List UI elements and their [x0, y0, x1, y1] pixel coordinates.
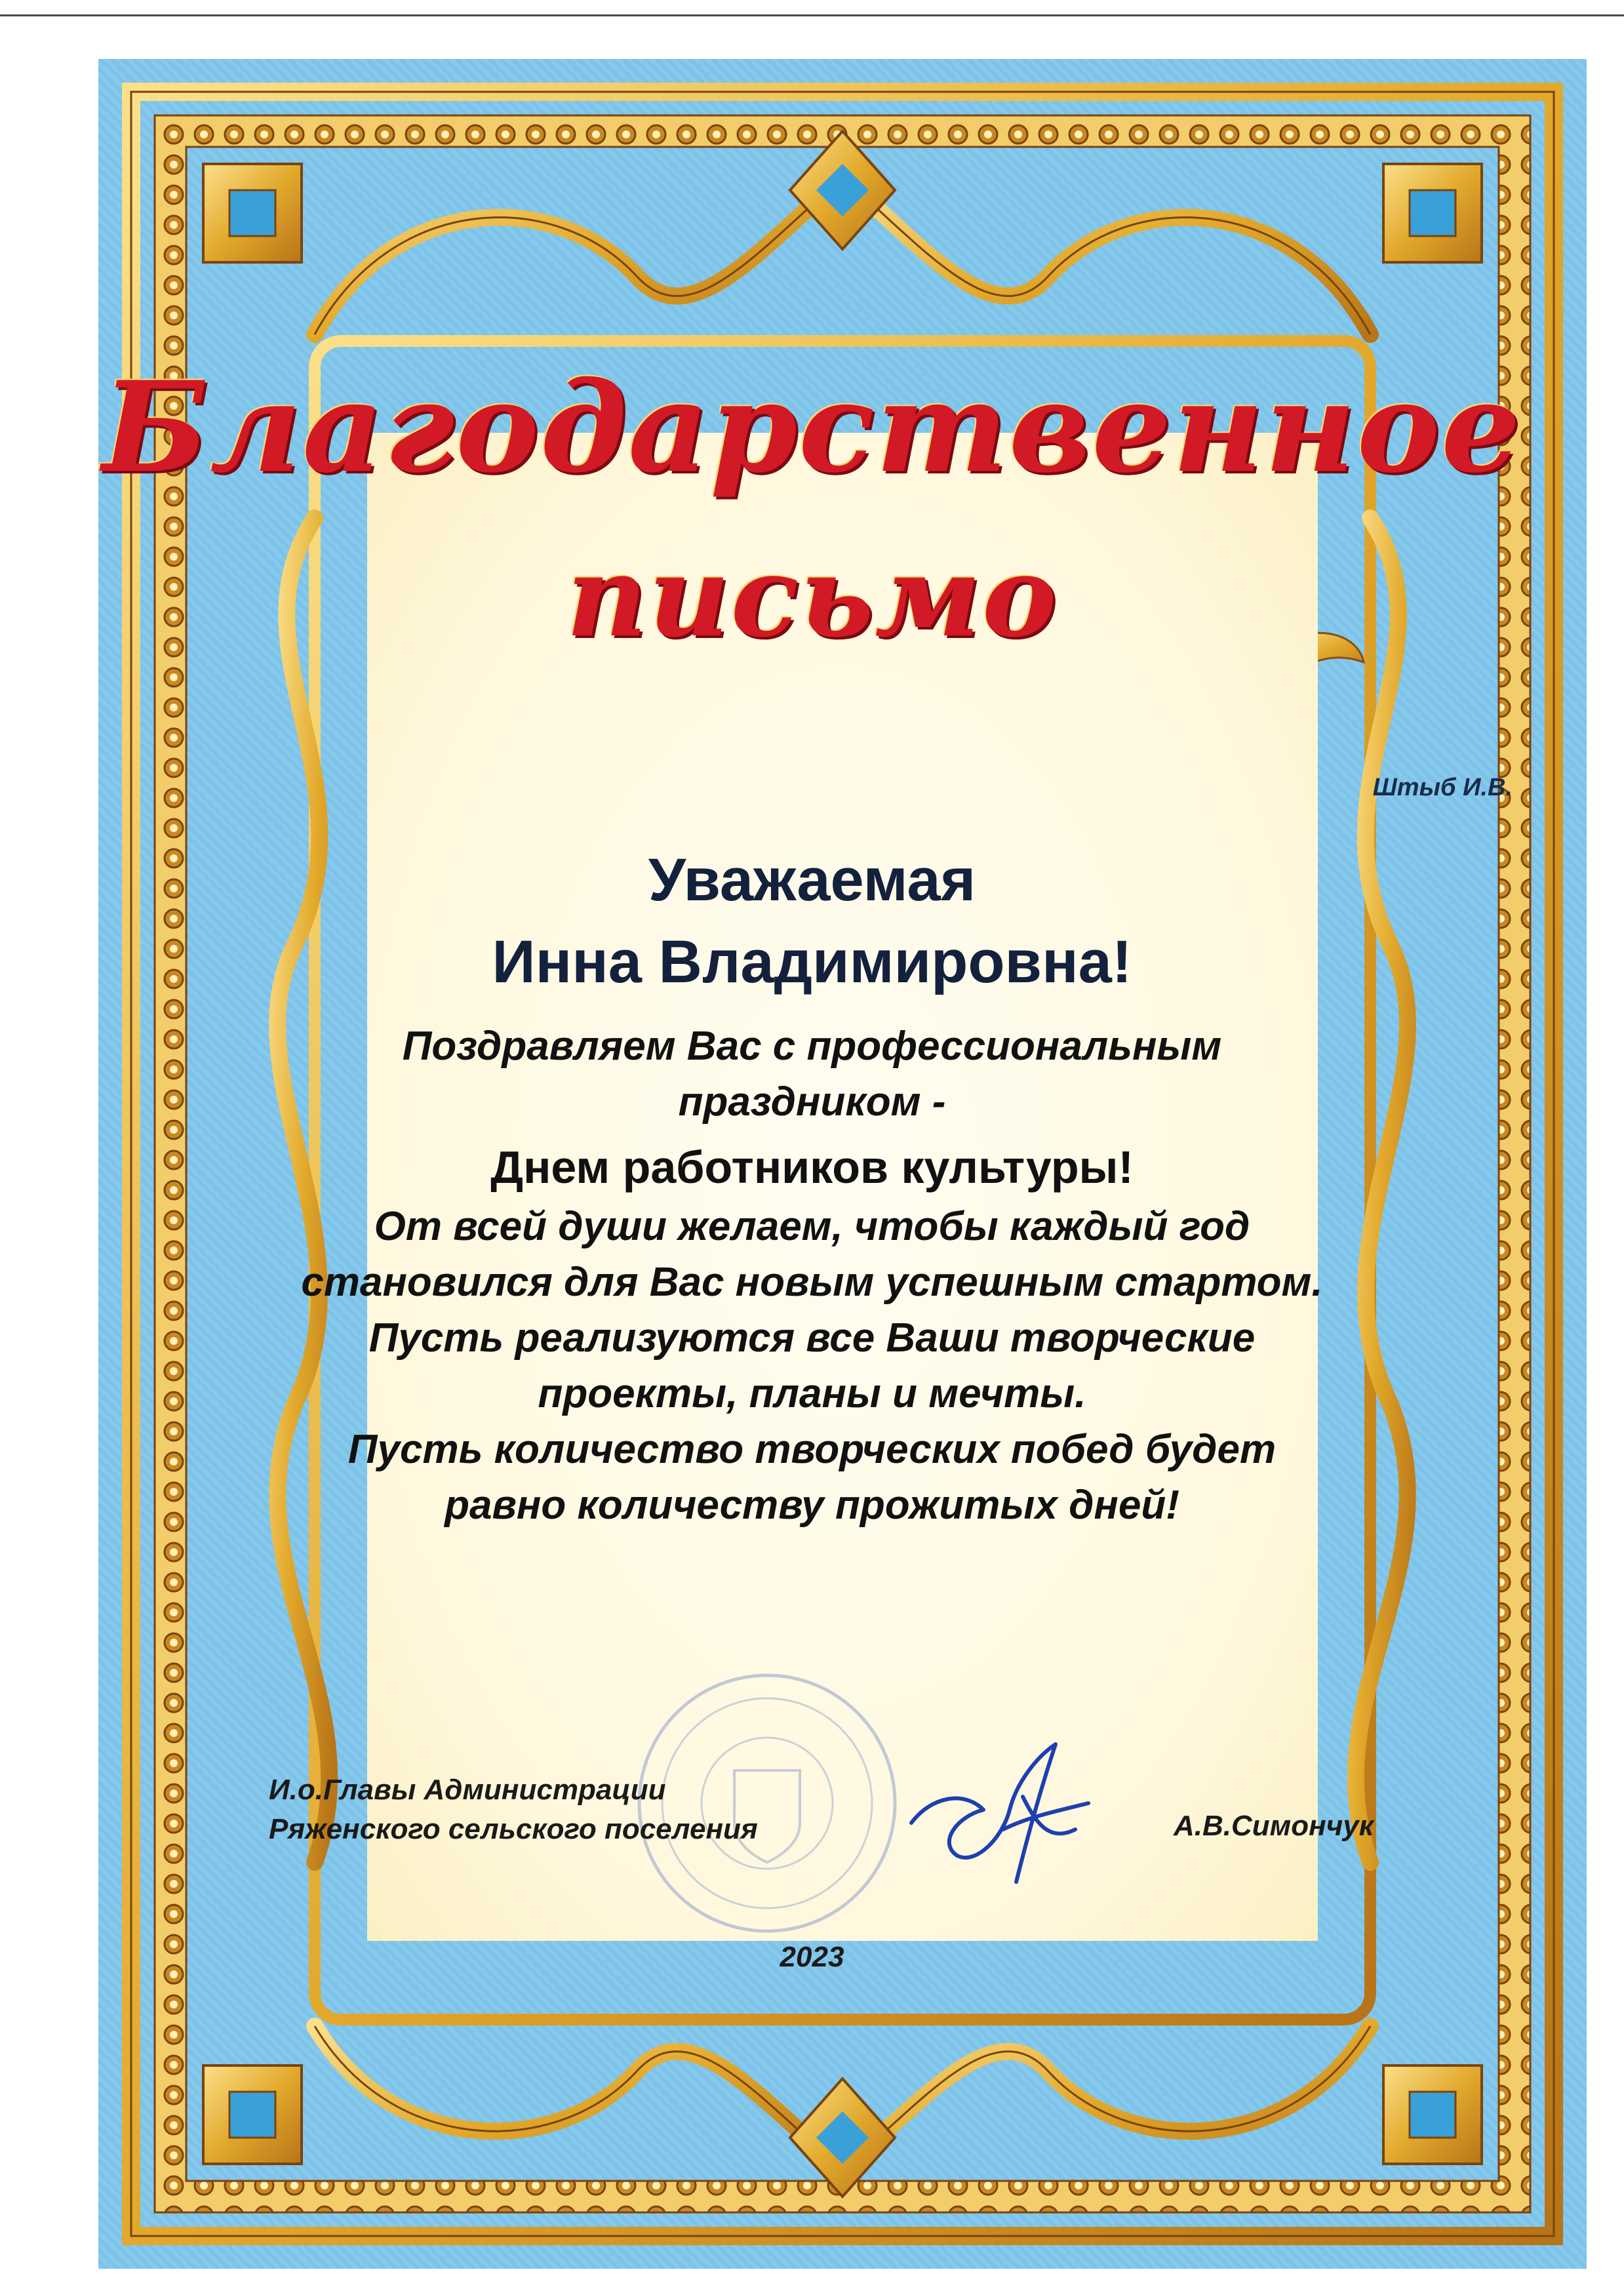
year: 2023 — [780, 1941, 844, 1973]
handwritten-signature — [905, 1731, 1101, 1888]
title-line-1: Благодарственное — [102, 354, 1522, 500]
scan-edge-line — [0, 14, 1624, 16]
body-line: Пусть реализуются все Ваши творческие — [368, 1315, 1256, 1361]
body-line: становился для Вас новым успешным стартом. — [301, 1260, 1323, 1305]
recipient-short-name: Штыб И.В. — [1372, 774, 1513, 801]
body-line: Поздравляем Вас с профессиональным — [402, 1024, 1222, 1069]
signer-name: А.В.Симончук — [1174, 1810, 1374, 1842]
signer-position-line-1: И.о.Главы Администрации — [269, 1774, 666, 1806]
body-line: От всей души желаем, чтобы каждый год — [374, 1204, 1250, 1249]
body-line: праздником - — [678, 1079, 946, 1125]
signer-position-line-2: Ряженского сельского поселения — [269, 1813, 758, 1845]
body-line: Пусть количество творческих побед будет — [347, 1427, 1277, 1472]
body-line: равно количеству прожитых дней! — [445, 1483, 1179, 1528]
body-line: проекты, планы и мечты. — [538, 1371, 1086, 1416]
greeting-recipient-name: Инна Владимировна! — [492, 928, 1132, 995]
official-seal-stamp — [629, 1666, 905, 1941]
body-highlight-line: Днем работников культуры! — [490, 1142, 1134, 1193]
greeting-line-1: Уважаемая — [648, 847, 976, 913]
title-line-2: письмо — [566, 531, 1058, 662]
